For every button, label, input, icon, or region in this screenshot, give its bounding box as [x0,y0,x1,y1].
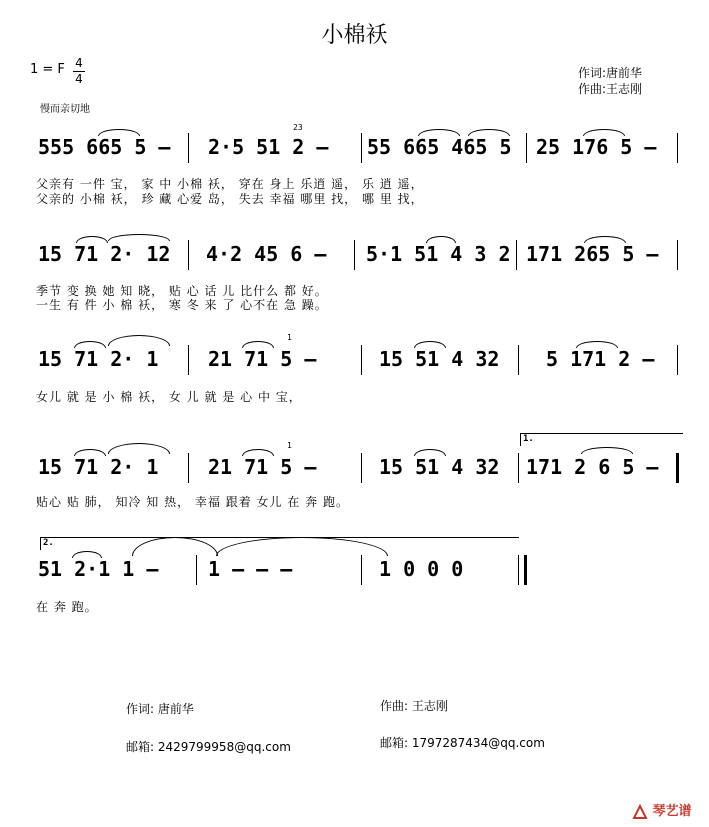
slur [584,236,626,243]
measure: 55 665 465 5 [367,135,512,159]
slur [581,447,633,454]
slur [242,341,274,348]
lyrics-line: 在 奔 跑。 [36,600,98,614]
slur [576,341,618,348]
grace-note: 1 [287,333,292,342]
footer-lyricist: 作词: 唐前华 [126,702,194,716]
time-top: 4 [75,56,83,70]
lyricist-credit: 作词:唐前华 [578,66,643,80]
measure: 5 171 2 – [546,347,655,371]
site-logo [632,800,692,820]
grace-note: 1 [287,441,292,450]
measure: 15 71 2· 1 [38,347,159,371]
score-row-4 [36,434,681,483]
barline [361,345,362,375]
barline [188,133,189,163]
logo-text: 琴艺谱 [652,804,692,819]
slur [76,236,108,243]
measure: 15 51 4 32 [379,455,500,479]
barline [677,240,678,270]
barline [516,240,517,270]
slur [242,449,274,456]
slur [414,341,446,348]
barline [361,133,362,163]
key-signature: 1 = F [30,62,65,77]
measure: 4·2 45 6 – [206,242,327,266]
lyrics-line: 父亲有 一件 宝， 家 中 小棉 袄， 穿在 身上 乐逍 遥， 乐 逍 遥， [36,177,424,191]
measure: 25 176 5 – [536,135,657,159]
measure: 2·5 51 2 – [208,135,329,159]
barline [677,133,678,163]
slur [72,551,102,558]
measure: 1 – – – [208,557,293,581]
footer-composer: 作曲: 王志刚 [380,699,448,713]
barline [361,453,362,483]
score-row-2 [36,240,681,270]
lyrics-line: 贴心 贴 肺， 知冷 知 热， 幸福 跟着 女儿 在 奔 跑。 [36,495,349,509]
score-row-1 [36,123,681,163]
measure: 15 51 4 32 [379,347,500,371]
barline [526,133,527,163]
score-row-3 [36,333,681,375]
volta-bracket-2: 2. [40,537,519,550]
lyrics-line: 女儿 就 是 小 棉 袄， 女 儿 就 是 心 中 宝， [36,390,302,404]
slur [583,129,625,136]
measure: 51 2·1 1 – [38,557,159,581]
page-title: 小棉袄 [321,23,388,48]
slur [108,234,170,241]
slur [418,129,460,136]
slur [74,449,106,456]
grace-note: 23 [293,123,303,132]
slur [414,449,446,456]
barline [361,555,362,585]
barline [188,345,189,375]
barline [518,345,519,375]
slur [98,129,140,136]
barline [188,453,189,483]
barline [518,453,519,483]
tempo-marking: 慢而亲切地 [40,104,90,115]
time-bottom: 4 [73,71,85,87]
lyrics-line: 父亲的 小棉 袄， 珍 藏 心爱 岛， 失去 幸福 哪里 找， 哪 里 找， [36,192,424,206]
lyrics-line: 季节 变 换 她 知 晓， 贴 心 话 儿 比什么 都 好。 [36,284,328,298]
measure: 1 0 0 0 [379,557,464,581]
slur [468,129,510,136]
measure: 171 265 5 – [526,242,659,266]
barline [196,555,197,585]
slur [74,341,106,348]
measure: 21 71 5 – [208,455,317,479]
final-barline [524,555,527,585]
score-row-5 [36,538,681,585]
measure: 171 2 6 5 – [526,455,659,479]
measure: 555 665 5 – [38,135,171,159]
barline [677,345,678,375]
footer-email-2: 邮箱: 1797287434@qq.com [380,736,545,750]
slur [108,443,170,454]
measure: 15 71 2· 1 [38,455,159,479]
slur [108,335,170,346]
barline [518,555,519,585]
measure: 5·1 51 4 3 2 [366,242,511,266]
measure: 21 71 5 – [208,347,317,371]
time-signature [73,56,85,87]
volta-bracket-1: 1. [520,433,683,446]
barline [354,240,355,270]
barline [188,240,189,270]
logo-icon [632,804,648,820]
measure: 15 71 2· 12 [38,242,171,266]
repeat-barline [676,453,679,483]
composer-credit: 作曲:王志刚 [578,82,643,96]
slur [426,236,456,243]
lyrics-line: 一生 有 件 小 棉 袄， 寒 冬 来 了 心不在 急 躁。 [36,298,328,312]
footer-email-1: 邮箱: 2429799958@qq.com [126,740,291,754]
